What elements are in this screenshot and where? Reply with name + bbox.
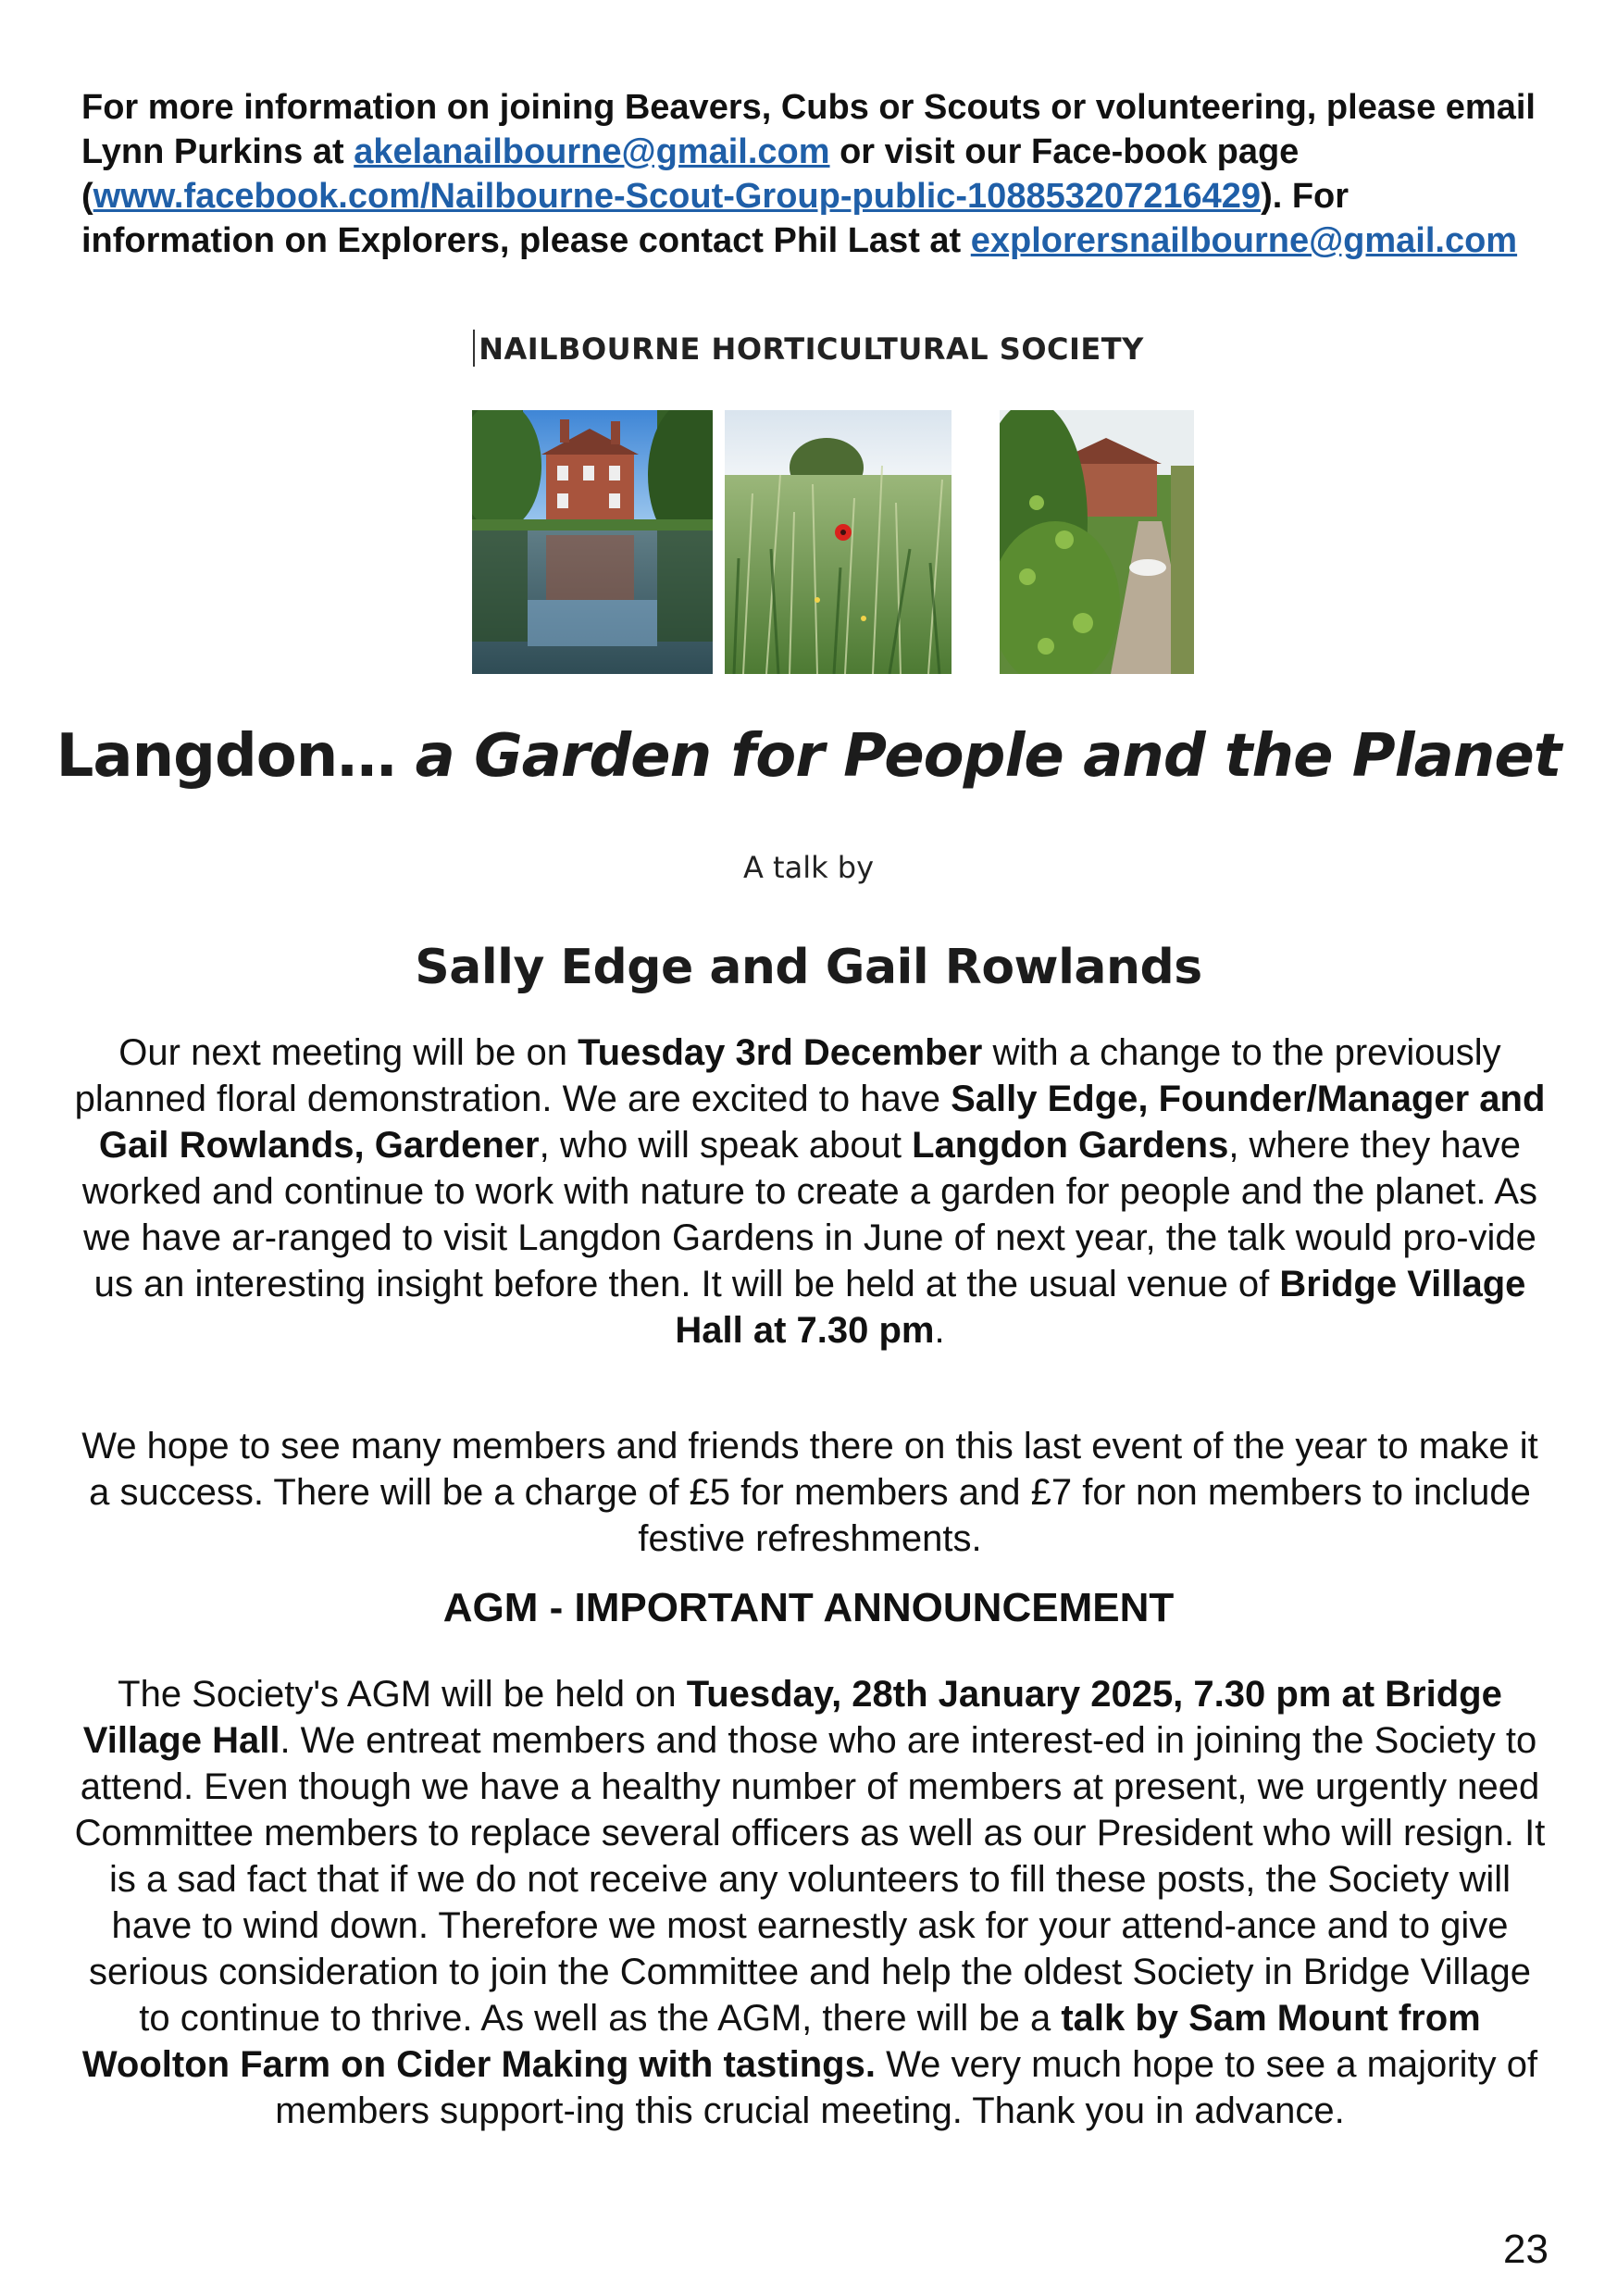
akela-email-link[interactable]: akelanailbourne@gmail.com <box>354 132 830 171</box>
society-heading <box>0 330 1617 367</box>
p1-speakers: Sally Edge, Founder/Manager and Gail Rowlands, Gardener <box>98 1079 1546 1166</box>
agm-heading: AGM - IMPORTANT ANNOUNCEMENT <box>442 1585 1175 1630</box>
p1-text-a: Our next meeting will be on <box>118 1032 578 1073</box>
facebook-link[interactable]: www.facebook.com/Nailbourne-Scout-Group-public-108853207216429 <box>93 177 1262 216</box>
speakers-heading: Sally Edge and Gail Rowlands <box>415 940 1202 995</box>
p1-date: Tuesday 3rd December <box>578 1032 983 1073</box>
text-cursor <box>473 330 475 367</box>
talk-title <box>0 722 1617 791</box>
p1-text-c: with a change to the previously planned floral demonstration. We are excited to have <box>74 1032 1501 1119</box>
p3-cider-talk: talk by Sam Mount from Woolton Farm on Cider Making with tastings. <box>81 1998 1481 2085</box>
scouts-info-paragraph <box>81 85 1544 263</box>
p1-text-e: , who will speak about <box>539 1125 913 1166</box>
society-name: NAILBOURNE HORTICULTURAL SOCIETY <box>479 331 1144 367</box>
photo-walled-garden <box>1000 410 1194 674</box>
explorers-email-link[interactable]: explorersnailbourne@gmail.com <box>970 221 1518 260</box>
intro-text-3: ). For information on Explorers, please contact Phil Last at <box>81 177 1350 260</box>
talk-by-label: A talk by <box>742 850 875 885</box>
p3-text-c: . We entreat members and those who are interest-ed in joining the Society to attend. Even though we have a healthy number of members at present, we urgently need Committee members to replace several officers as well as our President who will resign. It is a sad fact that if we do not receive any volunteers to fill these posts, the Society will have to wind down. Therefore we most earnestly ask for your attend-ance and to give serious consideration to join the Committee and help the oldest Society in Bridge Village to continue to thrive. As well as the AGM, there will be a <box>74 1720 1546 2039</box>
photo-strip <box>0 410 1617 674</box>
meeting-paragraph <box>74 1029 1546 1354</box>
talk-title-italic: a Garden for People and the Planet <box>415 722 1561 791</box>
p1-text-g: , where they have worked and continue to work with nature to create a garden for people and the planet. As we have ar-ranged to visit Langdon Gardens in June of next year, the talk would pro-vide us an interesting insight before then. It will be held at the usual venue of <box>81 1125 1538 1304</box>
photo-manor-pond <box>472 410 713 674</box>
p1-text-i: . <box>934 1310 945 1351</box>
talk-title-plain: Langdon… <box>56 722 416 791</box>
photo-meadow-poppy <box>725 410 952 674</box>
charges-paragraph: We hope to see many members and friends there on this last event of the year to make it a success. There will be a charge of £5 for members and £7 for non members to include festive refreshments. <box>81 1426 1538 1559</box>
p1-venue: Bridge Village Hall at 7.30 pm <box>675 1264 1526 1351</box>
p3-date-venue: Tuesday, 28th January 2025, 7.30 pm at Bridge Village Hall <box>82 1674 1502 1761</box>
p1-gardens: Langdon Gardens <box>912 1125 1229 1166</box>
page-number: 23 <box>1503 2227 1549 2272</box>
p3-text-e: We very much hope to see a majority of members support-ing this crucial meeting. Thank you in advance. <box>275 2044 1538 2131</box>
intro-text-1: For more information on joining Beavers, Cubs or Scouts or volunteering, please email Lynn Purkins at <box>81 88 1536 171</box>
agm-paragraph <box>74 1671 1546 2134</box>
intro-text-2: or visit our Face-book page ( <box>81 132 1300 216</box>
p3-text-a: The Society's AGM will be held on <box>118 1674 687 1715</box>
